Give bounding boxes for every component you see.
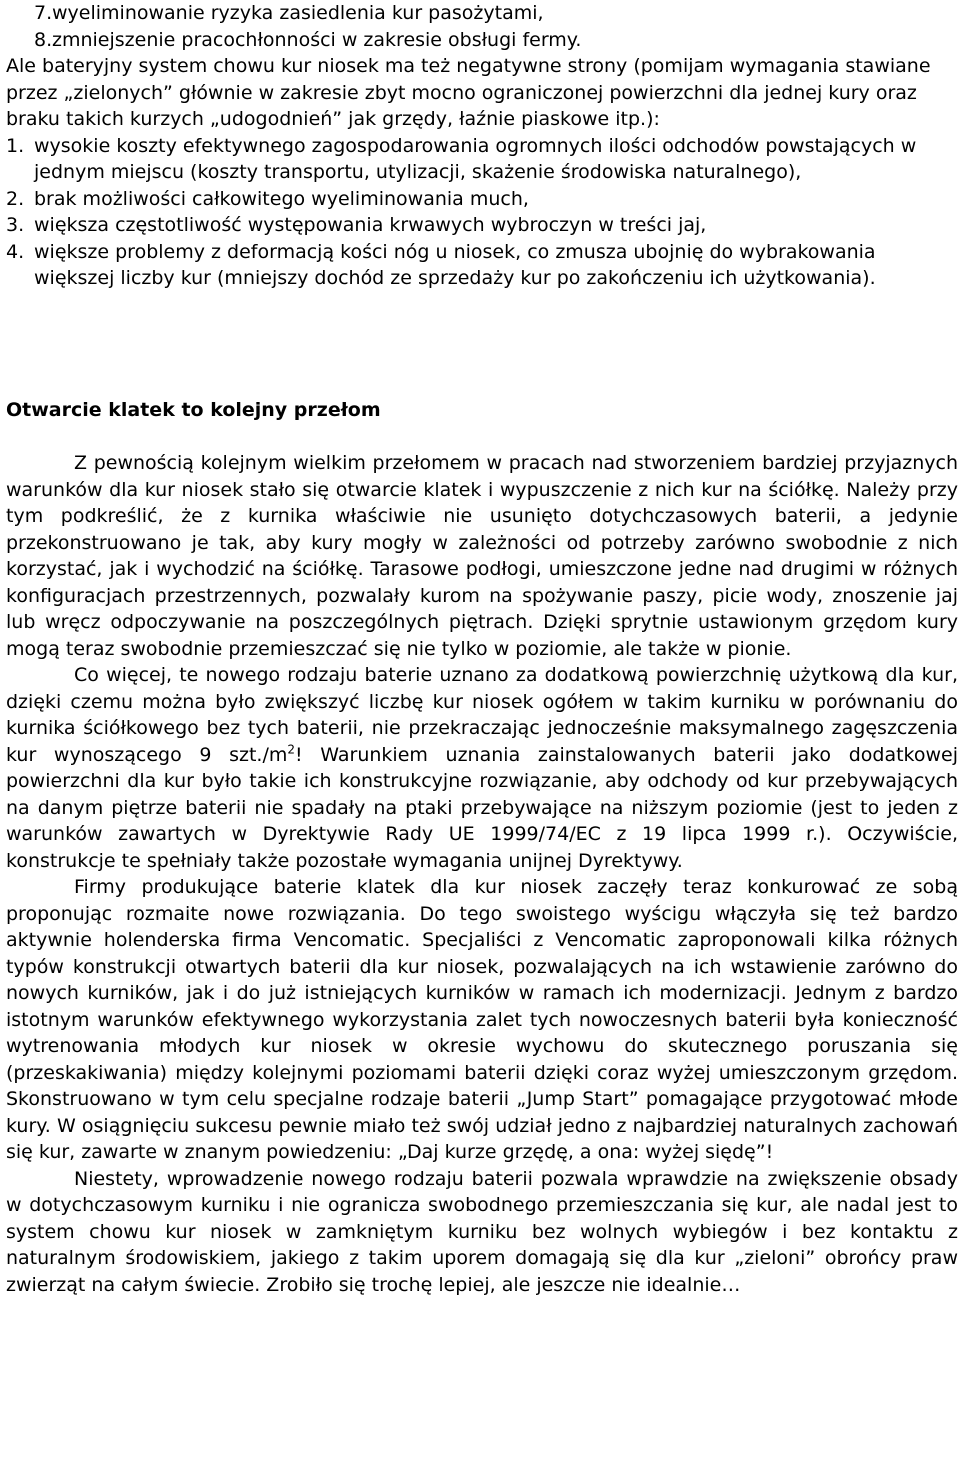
section-body	[6, 450, 958, 1298]
document-page	[6, 0, 958, 1296]
list-text: zmniejszenie pracochłonności w zakresie obsługi fermy.	[52, 28, 582, 51]
list-number: 8.	[34, 28, 53, 51]
section-heading: Otwarcie klatek to kolejny przełom	[6, 399, 381, 421]
list-number: 7.	[34, 2, 53, 24]
list-item	[6, 186, 956, 213]
paragraph-text: Co więcej, te nowego rodzaju baterie uznano za dodatkową powierzchnię użytkową dla kur, dzięki czemu można było zwiększyć liczbę kur niosek ogółem w takim kurniku w porównaniu do kurnika ściółkowego bez tych baterii, nie przekraczając jednocześnie maksymalnego zagęszczenia kur wynoszącego 9 szt./m	[6, 664, 958, 766]
superscript: 2	[287, 742, 296, 757]
list-number: 4.	[6, 240, 25, 263]
list-item	[6, 27, 956, 54]
paragraph	[6, 662, 958, 874]
list-number: 1.	[6, 134, 25, 157]
paragraph: Firmy produkujące baterie klatek dla kur niosek zaczęły teraz konkurować ze sobą proponując rozmaite nowe rozwiązania. Do tego swoistego wyścigu włączyła się też bardzo aktywnie holenderska firma Vencomatic. Specjaliści z Vencomatic zaproponowali kilka różnych typów konstrukcji otwartych baterii dla kur niosek, pozwalających na ich wstawienie zarówno do nowych kurników, jak i do już istniejących kurników w ramach ich modernizacji. Jednym z bardzo istotnym warunków efektywnego wykorzystania zalet tych nowoczesnych baterii była konieczność wytrenowania młodych kur niosek w okresie wychowu do skutecznego poruszania się (przeskakiwania) między kolejnymi poziomami baterii dzięki coraz wyżej umieszczonym grzędom. Skonstruowano w tym celu specjalne rodzaje baterii „Jump Start” pomagające przygotować młode kury. W osiągnięciu sukcesu pewnie miało też swój udział jedno z najbardziej naturalnych zachowań się kur, zawarte w znanym powiedzeniu: „Daj kurze grzędę, a ona: wyżej siędę”!	[6, 876, 958, 1163]
paragraph: Z pewnością kolejnym wielkim przełomem w pracach nad stworzeniem bardziej przyjaznych warunków dla kur niosek stało się otwarcie klatek i wypuszczenie z nich kur na ściółkę. Należy przy tym podkreślić, że z kurnika właściwie nie usunięto dotychczasowych baterii, a jedynie przekonstruowano je tak, aby kury mogły w zależności od potrzeby zarówno swobodnie z nich korzystać, jak i wychodzić na ściółkę. Tarasowe podłogi, umieszczone jedne nad drugimi w różnych konfiguracjach przestrzennych, pozwalały kurom na spożywanie paszy, picie wody, znoszenie jaj lub wręcz odpoczywanie na poszczególnych piętrach. Dzięki sprytnie ustawionym grzędom kury mogą teraz swobodnie przemieszczać się nie tylko w poziomie, ale także w pionie.	[6, 452, 958, 660]
intro-list	[6, 0, 956, 53]
paragraph: Niestety, wprowadzenie nowego rodzaju baterii pozwala wprawdzie na zwiększenie obsady w dotychczasowym kurniku i nie ogranicza swobodnego przemieszczania się kur, ale nadal jest to system chowu kur niosek w zamkniętym kurniku bez wolnych wybiegów i bez kontaktu z naturalnym środowiskiem, jakiego z takim uporem domagają się dla kur „zieloni” obrońcy praw zwierząt na całym świecie. Zrobiło się trochę lepiej, ale jeszcze nie idealnie…	[6, 1167, 958, 1296]
list-text: brak możliwości całkowitego wyeliminowania much,	[34, 187, 529, 210]
list-item	[6, 0, 956, 27]
list-text: wyeliminowanie ryzyka zasiedlenia kur pasożytami,	[52, 2, 544, 24]
list-text: większe problemy z deformacją kości nóg u niosek, co zmusza ubojnię do wybrakowania większej liczby kur (mniejszy dochód ze sprzedaży kur po zakończeniu ich użytkowania).	[34, 240, 876, 289]
negatives-intro: Ale bateryjny system chowu kur niosek ma też negatywne strony (pomijam wymagania stawiane przez „zielonych” głównie w zakresie zbyt mocno ograniczonej powierzchni dla jednej kury oraz braku takich kurzych „udogodnień” jak grzędy, łaźnie piaskowe itp.):	[6, 55, 931, 130]
list-text: wysokie koszty efektywnego zagospodarowania ogromnych ilości odchodów powstających w jednym miejscu (koszty transportu, utylizacji, skażenie środowiska naturalnego),	[34, 134, 917, 183]
list-item	[6, 133, 956, 186]
list-number: 3.	[6, 214, 25, 236]
negatives-list	[6, 133, 956, 292]
list-number: 2.	[6, 187, 25, 210]
list-item	[6, 239, 956, 292]
list-item	[6, 212, 956, 239]
list-text: większa częstotliwość występowania krwawych wybroczyn w treści jaj,	[34, 214, 707, 236]
paragraph-text: ! Warunkiem uznania zainstalowanych baterii jako dodatkowej powierzchni dla kur było takie ich konstrukcyjne rozwiązanie, aby odchody od kur przebywających na danym piętrze baterii nie spadały na ptaki przebywające na niższym poziomie (jest to jeden z warunków zawartych w Dyrektywie Rady UE 1999/74/EC z 19 lipca 1999 r.). Oczywiście, konstrukcje te spełniały także pozostałe wymagania unijnej Dyrektywy.	[6, 743, 958, 872]
